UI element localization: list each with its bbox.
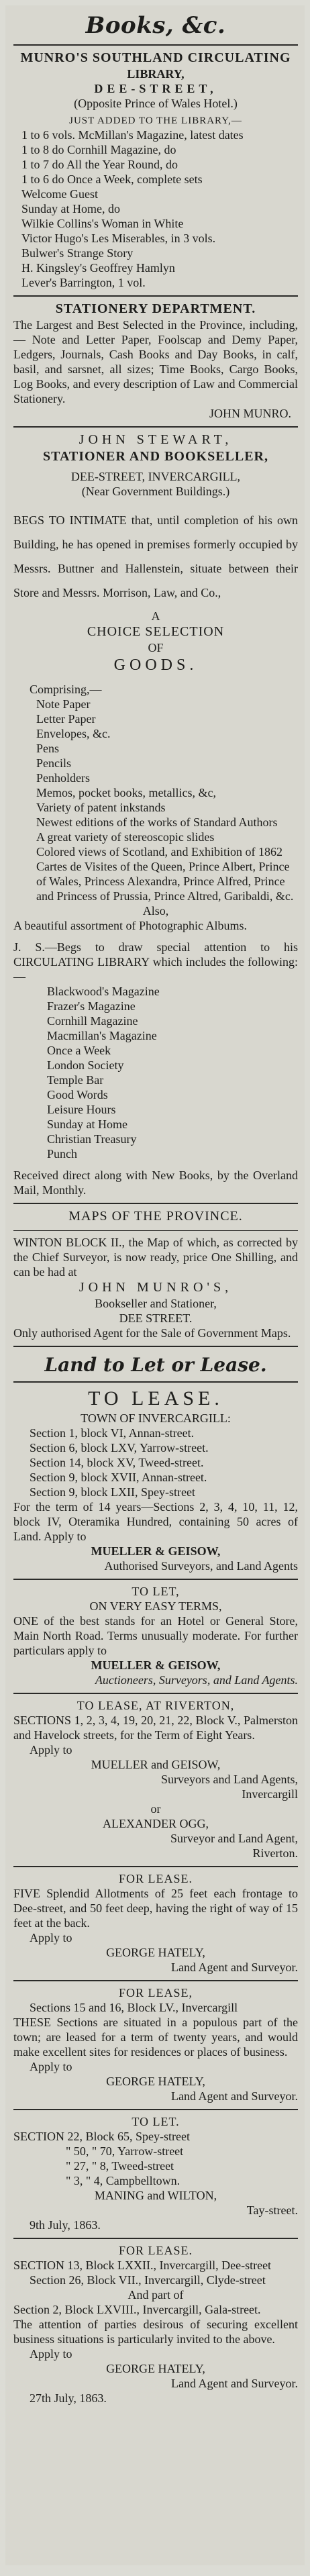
or: or bbox=[150, 1802, 161, 1816]
firm: MUELLER & GEISOW, bbox=[91, 1658, 221, 1672]
list-item: Punch bbox=[47, 1147, 77, 1160]
list-item: Christian Treasury bbox=[47, 1132, 137, 1146]
munro-stationery-ad bbox=[13, 301, 298, 421]
agent: GEORGE HATELY, bbox=[106, 2075, 205, 2088]
munro-library-ad bbox=[13, 50, 298, 290]
list-item: Colored views of Scotland, and Exhibition of 1862 bbox=[36, 845, 282, 858]
list-item: Once a Week bbox=[47, 1044, 111, 1057]
list-item: H. Kingsley's Geoffrey Hamlyn bbox=[21, 261, 175, 275]
list-item: Section 6, block LXV, Yarrow-street. bbox=[30, 1441, 209, 1454]
ad-body: ONE of the best stands for an Hotel or General Store, Main North Road. Terms unusually moderate. For further particulars apply to bbox=[13, 1614, 298, 1657]
of-word: OF bbox=[148, 641, 164, 654]
agent-desc: Surveyor and Land Agent, bbox=[170, 1832, 298, 1845]
list-item: Section 1, block VI, Annan-street. bbox=[30, 1426, 195, 1440]
divider bbox=[13, 44, 298, 46]
ad-trade: STATIONER AND BOOKSELLER, bbox=[42, 449, 268, 464]
section-heading-books: Books, &c. bbox=[85, 12, 226, 39]
choice-line: CHOICE SELECTION bbox=[87, 624, 225, 639]
list-item: Sunday at Home bbox=[47, 1118, 127, 1131]
street: DEE STREET. bbox=[119, 1311, 193, 1325]
agent: MANING and WILTON, bbox=[94, 2189, 217, 2202]
list-item: Macmillan's Magazine bbox=[47, 1029, 157, 1042]
agent-desc: Land Agent and Surveyor. bbox=[171, 2377, 298, 2390]
firm-desc: Authorised Surveyors, and Land Agents bbox=[104, 1559, 298, 1573]
also: Also, bbox=[142, 904, 169, 918]
photo-line: A beautiful assortment of Photographic Albums. bbox=[13, 919, 247, 932]
received-line: Received direct along with New Books, by the Overland Mail, Monthly. bbox=[13, 1169, 298, 1197]
list-item: " 3, " 4, Campbelltown. bbox=[66, 2174, 180, 2187]
list-item: Cartes de Visites of the Queen, Prince Albert, Prince of Wales, Princess Alexandra, Prince Alfred, Prince and Princess of Prussia, Prince Altred, Garibaldi, &c. bbox=[36, 860, 294, 903]
signature: JOHN MUNRO. bbox=[209, 407, 291, 420]
ad-body: SECTIONS 1, 2, 3, 4, 19, 20, 21, 22, Block V., Palmerston and Havelock streets, for the Term of Eight Years. bbox=[13, 1714, 298, 1742]
address: DEE-STREET, INVERCARGILL, bbox=[70, 470, 241, 483]
ad-body: Section 26, Block VII., Invercargill, Clyde-street bbox=[30, 2273, 266, 2287]
ad-sub: ON VERY EASY TERMS, bbox=[89, 1599, 222, 1613]
ad-trade: Bookseller and Stationer, bbox=[95, 1297, 217, 1310]
agent-desc: Land Agent and Surveyor. bbox=[171, 1961, 298, 1974]
ad-body: Section 2, Block LXVIII., Invercargill, Gala-street. bbox=[13, 2303, 261, 2316]
list-item: Variety of patent inkstands bbox=[36, 801, 166, 814]
list-item: Leisure Hours bbox=[47, 1103, 116, 1116]
list-item: Pencils bbox=[36, 756, 71, 770]
list-item: 1 to 6 vols. McMillan's Magazine, latest dates bbox=[21, 128, 244, 142]
list-item: 1 to 8 do Cornhill Magazine, do bbox=[21, 143, 176, 156]
apply: Apply to bbox=[30, 1931, 72, 1944]
list-item: Frazer's Magazine bbox=[47, 999, 136, 1013]
list-item: 1 to 7 do All the Year Round, do bbox=[21, 158, 178, 171]
list-item: " 50, " 70, Yarrow-street bbox=[66, 2144, 184, 2158]
firm: MUELLER and GEISOW, bbox=[91, 1758, 221, 1771]
list-item: Sunday at Home, do bbox=[21, 202, 120, 215]
agent: GEORGE HATELY, bbox=[106, 2362, 205, 2375]
land-ad-to-let bbox=[13, 2114, 298, 2232]
a-word: A bbox=[151, 609, 160, 623]
just-added: JUST ADDED TO THE LIBRARY,— bbox=[69, 115, 242, 126]
ad-body: The attention of parties desirous of securing excellent business situations is particularly invited to the above. bbox=[13, 2318, 298, 2346]
land-ad-sections-lv bbox=[13, 1985, 298, 2103]
stewart-ad bbox=[13, 432, 298, 1197]
ad-note: THESE Sections are situated in a populous part of the town; are leased for a term of twenty years, and would make excellent sites for residences or places of business. bbox=[13, 2016, 298, 2059]
ad-title: FOR LEASE, bbox=[118, 1986, 193, 1999]
newspaper-column bbox=[5, 5, 305, 2565]
ad-title: FOR LEASE. bbox=[118, 1872, 193, 1885]
ad-body: SECTION 13, Block LXXII., Invercargill, Dee-street bbox=[13, 2259, 272, 2272]
ad-body: For the term of 14 years—Sections 2, 3, 4, 10, 11, 12, block IV, Oteramika Hundred, containing 50 acres of Land. Apply to bbox=[13, 1500, 298, 1543]
agent-place: Riverton. bbox=[252, 1846, 298, 1860]
ad-body: Sections 15 and 16, Block LV., Invercargill bbox=[30, 2001, 238, 2014]
library-intro: J. S.—Begs to draw special attention to his CIRCULATING LIBRARY which includes the following:— bbox=[13, 940, 298, 983]
list-item: Letter Paper bbox=[36, 712, 96, 726]
ad-title: TO LET, bbox=[132, 1585, 180, 1598]
agent: GEORGE HATELY, bbox=[106, 1946, 205, 1959]
ad-title: STATIONERY DEPARTMENT. bbox=[55, 301, 256, 316]
ad-title: MUNRO'S SOUTHLAND CIRCULATING bbox=[20, 50, 291, 65]
list-item: Cornhill Magazine bbox=[47, 1014, 138, 1028]
agent-desc: Land Agent and Surveyor. bbox=[171, 2089, 298, 2103]
agent: ALEXANDER OGG, bbox=[103, 1817, 209, 1830]
apply: Apply to bbox=[30, 2347, 72, 2361]
ad-title: LIBRARY, bbox=[127, 67, 185, 81]
list-item: A great variety of stereoscopic slides bbox=[36, 830, 215, 844]
place: Invercargill bbox=[242, 1787, 298, 1801]
and-part: And part of bbox=[127, 2288, 184, 2301]
apply: Apply to bbox=[30, 2060, 72, 2073]
date: 27th July, 1863. bbox=[30, 2391, 107, 2405]
street: DEE-STREET, bbox=[94, 82, 217, 95]
list-item: Good Words bbox=[47, 1088, 108, 1101]
firm: MUELLER & GEISOW, bbox=[91, 1544, 221, 1558]
ad-title: MAPS OF THE PROVINCE. bbox=[68, 1209, 243, 1224]
list-item: Pens bbox=[36, 742, 60, 755]
divider bbox=[13, 295, 298, 297]
ad-name: JOHN STEWART, bbox=[79, 432, 233, 447]
divider bbox=[13, 1579, 298, 1580]
ad-at: JOHN MUNRO'S, bbox=[79, 1280, 233, 1295]
firm-desc: Auctioneers, Surveyors, and Land Agents. bbox=[95, 1673, 298, 1687]
ad-body: BEGS TO INTIMATE that, until completion of his own Building, he has opened in premises formerly occupied by Messrs. Buttner and Hallenstein, situate between their Store and Messrs. Morrison, Law, and Co., bbox=[13, 513, 298, 599]
ad-title: TO LET. bbox=[132, 2115, 180, 2128]
list-item: Lever's Barrington, 1 vol. bbox=[21, 276, 146, 289]
list-item: Section 9, block XVII, Annan-street. bbox=[30, 1471, 207, 1484]
list-item: Bulwer's Strange Story bbox=[21, 246, 134, 260]
section-heading-land: Land to Let or Lease. bbox=[44, 1354, 267, 1376]
apply: Apply to bbox=[30, 1743, 72, 1756]
divider bbox=[13, 1866, 298, 1867]
divider bbox=[13, 1230, 298, 1231]
comprising: Comprising,— bbox=[30, 683, 102, 696]
list-item: 1 to 6 do Once a Week, complete sets bbox=[21, 172, 203, 186]
ad-body: FIVE Splendid Allotments of 25 feet each frontage to Dee-street, and 50 feet deep, having the right of way of 15 feet at the back. bbox=[13, 1887, 298, 1930]
ad-title: TO LEASE. bbox=[88, 1387, 223, 1409]
maps-ad bbox=[13, 1208, 298, 1340]
land-ad-allotments bbox=[13, 1871, 298, 1975]
note: (Near Government Buildings.) bbox=[81, 485, 230, 498]
list-item: Victor Hugo's Les Miserables, in 3 vols. bbox=[21, 232, 216, 245]
divider bbox=[13, 2109, 298, 2110]
divider bbox=[13, 1693, 298, 1694]
list-item: Newest editions of the works of Standard Authors bbox=[36, 815, 278, 829]
list-item: Wilkie Collins's Woman in White bbox=[21, 217, 184, 230]
list-item: SECTION 22, Block 65, Spey-street bbox=[13, 2130, 190, 2143]
list-item: Memos, pocket books, metallics, &c, bbox=[36, 786, 216, 799]
divider bbox=[13, 1346, 298, 1347]
list-item: Temple Bar bbox=[47, 1073, 104, 1087]
firm-desc: Surveyors and Land Agents, bbox=[161, 1773, 298, 1786]
ad-body: The Largest and Best Selected in the Province, including,— Note and Letter Paper, Foolscap and Demy Paper, Ledgers, Journals, Cash Books and Day Books, in calf, basil, and sarsnet, all sizes; Time Books, Cargo Books, Log Books, and every description of Law and Commercial Stationery. bbox=[13, 318, 298, 405]
list-item: Section 14, block XV, Tweed-street. bbox=[30, 1456, 204, 1469]
land-ad-to-lease bbox=[13, 1387, 298, 1573]
town: TOWN OF INVERCARGILL: bbox=[81, 1411, 231, 1425]
list-item: Welcome Guest bbox=[21, 187, 99, 201]
divider bbox=[13, 426, 298, 428]
list-item: Envelopes, &c. bbox=[36, 727, 111, 740]
list-item: Note Paper bbox=[36, 697, 91, 711]
agent-line: Only authorised Agent for the Sale of Government Maps. bbox=[13, 1326, 291, 1340]
divider bbox=[13, 1980, 298, 1981]
list-item: Section 9, block LXII, Spey-street bbox=[30, 1485, 195, 1499]
ad-title: TO LEASE, AT RIVERTON, bbox=[76, 1699, 235, 1712]
agent-place: Tay-street. bbox=[246, 2203, 298, 2217]
land-ad-lxxii bbox=[13, 2243, 298, 2406]
land-ad-to-let-hotel bbox=[13, 1584, 298, 1687]
divider bbox=[13, 2238, 298, 2239]
list-item: London Society bbox=[47, 1058, 124, 1072]
divider bbox=[13, 1203, 298, 1204]
opposite: (Opposite Prince of Wales Hotel.) bbox=[74, 97, 238, 110]
list-item: Penholders bbox=[36, 771, 90, 785]
goods-word: GOODS. bbox=[113, 656, 198, 674]
divider bbox=[13, 1381, 298, 1383]
list-item: " 27, " 8, Tweed-street bbox=[66, 2159, 174, 2173]
ad-title: FOR LEASE. bbox=[118, 2244, 193, 2257]
list-item: Blackwood's Magazine bbox=[47, 985, 160, 998]
date: 9th July, 1863. bbox=[30, 2218, 101, 2232]
land-ad-riverton bbox=[13, 1698, 298, 1861]
ad-body: WINTON BLOCK II., the Map of which, as corrected by the Chief Surveyor, is now ready, price One Shilling, and can be had at bbox=[13, 1236, 298, 1279]
